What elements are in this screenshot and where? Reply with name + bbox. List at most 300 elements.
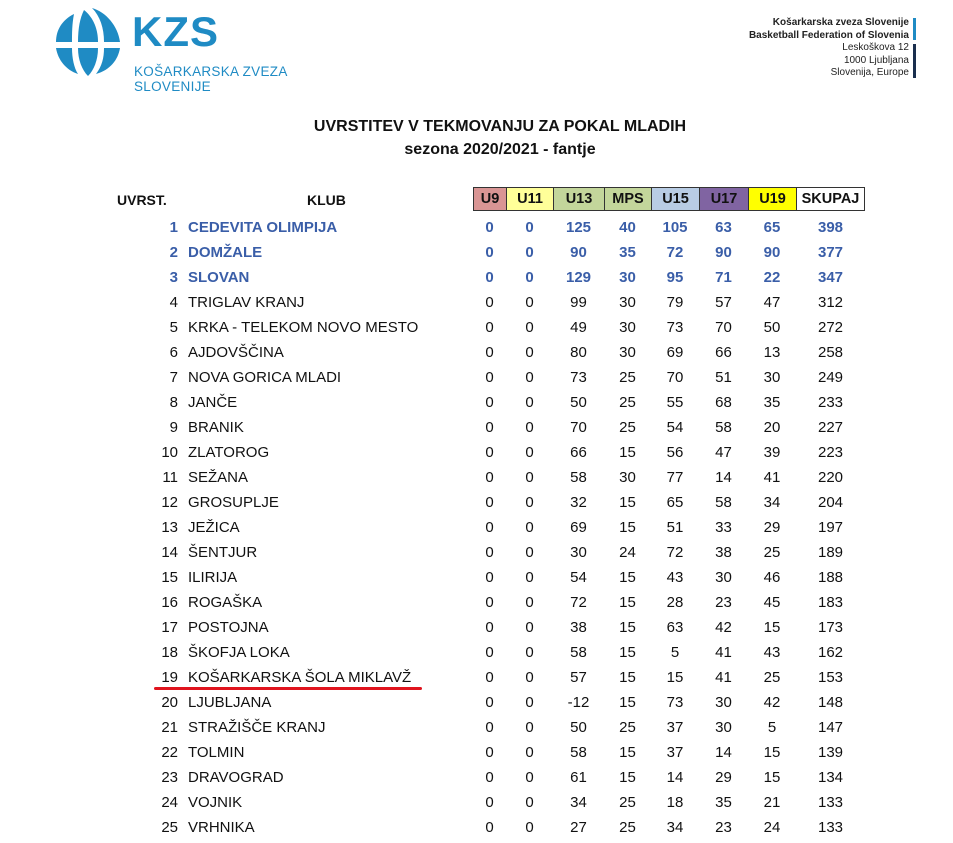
rank-cell: 23 — [161, 769, 178, 786]
score-cell-u13: 129 — [565, 269, 592, 286]
category-header-u9: U9 — [473, 187, 507, 211]
club-name-cell: SLOVAN — [188, 269, 250, 286]
score-cell-mps: 15 — [619, 769, 636, 786]
category-header-skupaj: SKUPAJ — [796, 187, 865, 211]
score-cell-u11: 0 — [525, 444, 534, 461]
score-cell-u11: 0 — [525, 519, 534, 536]
score-cell-u9: 0 — [485, 569, 494, 586]
score-cell-u13: 49 — [570, 319, 587, 336]
score-cell-skupaj: 189 — [817, 544, 844, 561]
table-row — [0, 266, 953, 291]
score-cell-skupaj: 162 — [817, 644, 844, 661]
score-cell-u15: 54 — [666, 419, 684, 436]
score-cell-u11: 0 — [525, 269, 534, 286]
logo-line-2: SLOVENIJE — [134, 79, 211, 94]
score-cell-u11: 0 — [525, 594, 534, 611]
federation-address — [749, 17, 909, 80]
rank-cell: 6 — [169, 344, 178, 361]
score-cell-u13: 125 — [565, 219, 592, 236]
score-cell-u19: 41 — [763, 469, 781, 486]
rank-cell: 10 — [161, 444, 178, 461]
rank-cell: 15 — [161, 569, 178, 586]
score-cell-u19: 90 — [763, 244, 781, 261]
score-cell-skupaj: 347 — [817, 269, 844, 286]
score-cell-u17: 33 — [715, 519, 732, 536]
score-cell-u9: 0 — [485, 819, 494, 836]
table-row — [0, 366, 953, 391]
score-cell-u15: 72 — [666, 544, 684, 561]
club-name-cell: TRIGLAV KRANJ — [188, 294, 305, 311]
score-cell-skupaj: 377 — [817, 244, 844, 261]
score-cell-u19: 30 — [763, 369, 781, 386]
score-cell-u17: 57 — [715, 294, 732, 311]
club-name-cell: LJUBLJANA — [188, 694, 272, 711]
score-cell-u17: 35 — [715, 794, 732, 811]
club-name-cell: KRKA - TELEKOM NOVO MESTO — [188, 319, 419, 336]
category-header-u15: U15 — [651, 187, 700, 211]
table-row — [0, 666, 953, 691]
score-cell-skupaj: 183 — [817, 594, 844, 611]
score-cell-u13: 38 — [570, 619, 587, 636]
score-cell-u11: 0 — [525, 769, 534, 786]
score-cell-skupaj: 139 — [817, 744, 844, 761]
score-cell-u15: 5 — [670, 644, 680, 661]
basketball-logo-icon — [48, 2, 128, 82]
score-cell-u15: 73 — [666, 319, 684, 336]
score-cell-mps: 30 — [619, 319, 636, 336]
score-cell-mps: 25 — [619, 369, 636, 386]
score-cell-u9: 0 — [485, 519, 494, 536]
score-cell-u19: 21 — [763, 794, 781, 811]
score-cell-u11: 0 — [525, 419, 534, 436]
logo-line-1: KOŠARKARSKA ZVEZA — [134, 64, 288, 79]
score-cell-u15: 43 — [666, 569, 684, 586]
score-cell-u19: 42 — [763, 694, 781, 711]
score-cell-u9: 0 — [485, 719, 494, 736]
rank-cell: 4 — [169, 294, 178, 311]
score-cell-mps: 15 — [619, 619, 636, 636]
table-row — [0, 341, 953, 366]
score-cell-u11: 0 — [525, 319, 534, 336]
score-cell-u11: 0 — [525, 644, 534, 661]
score-cell-u17: 38 — [715, 544, 732, 561]
table-row — [0, 216, 953, 241]
score-cell-u9: 0 — [485, 594, 494, 611]
table-row — [0, 766, 953, 791]
score-cell-u17: 90 — [715, 244, 732, 261]
score-cell-skupaj: 227 — [817, 419, 844, 436]
address-line: Slovenija, Europe — [830, 67, 909, 78]
rank-cell: 18 — [161, 644, 178, 661]
score-cell-u15: 70 — [666, 369, 684, 386]
table-row — [0, 691, 953, 716]
score-cell-u9: 0 — [485, 494, 494, 511]
score-cell-mps: 15 — [619, 744, 636, 761]
table-row — [0, 566, 953, 591]
score-cell-skupaj: 133 — [817, 819, 844, 836]
score-cell-skupaj: 223 — [817, 444, 844, 461]
score-cell-u11: 0 — [525, 219, 534, 236]
score-cell-mps: 15 — [619, 644, 636, 661]
score-cell-u19: 25 — [763, 544, 781, 561]
category-header-mps: MPS — [604, 187, 652, 211]
page-subtitle: sezona 2020/2021 - fantje — [404, 141, 596, 158]
page-title: UVRSTITEV V TEKMOVANJU ZA POKAL MLADIH — [313, 118, 687, 135]
club-name-cell: JEŽICA — [188, 519, 240, 536]
score-cell-u9: 0 — [485, 644, 494, 661]
club-name-cell: ŠKOFJA LOKA — [188, 644, 290, 661]
score-cell-u19: 50 — [763, 319, 781, 336]
score-cell-u11: 0 — [525, 494, 534, 511]
club-name-cell: GROSUPLJE — [188, 494, 279, 511]
score-cell-skupaj: 220 — [817, 469, 844, 486]
score-cell-u17: 29 — [715, 769, 732, 786]
score-cell-u19: 24 — [763, 819, 781, 836]
score-cell-u13: 58 — [570, 469, 587, 486]
score-cell-u19: 65 — [763, 219, 781, 236]
score-cell-u11: 0 — [525, 369, 534, 386]
rank-cell: 2 — [169, 244, 178, 261]
score-cell-mps: 35 — [619, 244, 636, 261]
score-cell-u9: 0 — [485, 294, 494, 311]
score-cell-mps: 15 — [619, 569, 636, 586]
score-cell-u19: 35 — [763, 394, 781, 411]
table-row — [0, 641, 953, 666]
score-cell-u15: 51 — [666, 519, 684, 536]
rank-cell: 1 — [169, 219, 178, 236]
score-cell-u13: 58 — [570, 644, 587, 661]
table-row — [0, 616, 953, 641]
score-cell-u13: 57 — [570, 669, 587, 686]
score-cell-u17: 30 — [715, 694, 732, 711]
score-cell-u9: 0 — [485, 319, 494, 336]
score-cell-u17: 14 — [715, 469, 732, 486]
score-cell-u13: 34 — [570, 794, 587, 811]
table-row — [0, 491, 953, 516]
score-cell-u19: 34 — [763, 494, 781, 511]
score-cell-u9: 0 — [485, 469, 494, 486]
score-cell-skupaj: 188 — [817, 569, 844, 586]
score-cell-u19: 45 — [763, 594, 781, 611]
score-cell-u13: 99 — [570, 294, 587, 311]
table-row — [0, 516, 953, 541]
rank-cell: 19 — [161, 669, 178, 686]
score-cell-u17: 51 — [715, 369, 732, 386]
club-name-cell: AJDOVŠČINA — [188, 344, 284, 361]
score-cell-u9: 0 — [485, 694, 494, 711]
address-divider-bar — [913, 44, 916, 78]
rank-cell: 14 — [161, 544, 178, 561]
score-cell-u15: 28 — [666, 594, 684, 611]
club-name-cell: STRAŽIŠČE KRANJ — [188, 719, 326, 736]
club-name-cell: CEDEVITA OLIMPIJA — [188, 219, 338, 236]
club-name-cell: ZLATOROG — [188, 444, 270, 461]
score-cell-skupaj: 258 — [817, 344, 844, 361]
score-cell-mps: 15 — [619, 594, 636, 611]
score-cell-mps: 15 — [619, 669, 636, 686]
rank-cell: 9 — [169, 419, 178, 436]
score-cell-u9: 0 — [485, 619, 494, 636]
score-cell-skupaj: 197 — [817, 519, 844, 536]
table-row — [0, 591, 953, 616]
category-header-u19: U19 — [748, 187, 797, 211]
score-cell-u17: 30 — [715, 719, 732, 736]
table-row — [0, 466, 953, 491]
score-cell-u19: 22 — [763, 269, 781, 286]
score-cell-skupaj: 153 — [817, 669, 844, 686]
table-row — [0, 541, 953, 566]
score-cell-mps: 15 — [619, 494, 636, 511]
rank-cell: 22 — [161, 744, 178, 761]
score-cell-u13: 54 — [570, 569, 587, 586]
table-row — [0, 316, 953, 341]
score-cell-mps: 25 — [619, 819, 636, 836]
logo-wordmark: KZS — [132, 8, 219, 55]
score-cell-u17: 41 — [715, 669, 732, 686]
score-cell-u9: 0 — [485, 219, 494, 236]
score-cell-u11: 0 — [525, 244, 534, 261]
score-cell-mps: 25 — [619, 394, 636, 411]
score-cell-u15: 105 — [662, 219, 688, 236]
category-header-u17: U17 — [699, 187, 749, 211]
score-cell-u15: 73 — [666, 694, 684, 711]
category-header-u11: U11 — [506, 187, 554, 211]
score-cell-mps: 30 — [619, 269, 636, 286]
score-cell-u11: 0 — [525, 694, 534, 711]
score-cell-u17: 42 — [715, 619, 732, 636]
score-cell-u11: 0 — [525, 719, 534, 736]
score-cell-u17: 23 — [715, 594, 732, 611]
rank-cell: 7 — [169, 369, 178, 386]
club-column-header: KLUB — [307, 192, 346, 208]
score-cell-u11: 0 — [525, 819, 534, 836]
score-cell-mps: 24 — [619, 544, 636, 561]
score-cell-u13: 70 — [570, 419, 587, 436]
score-cell-u15: 15 — [666, 669, 684, 686]
score-cell-u19: 13 — [763, 344, 781, 361]
club-name-cell: DRAVOGRAD — [188, 769, 284, 786]
score-cell-u13: 58 — [570, 744, 587, 761]
score-cell-u11: 0 — [525, 619, 534, 636]
score-cell-u11: 0 — [525, 394, 534, 411]
score-cell-u17: 58 — [715, 419, 732, 436]
score-cell-u13: 66 — [570, 444, 587, 461]
rank-cell: 12 — [161, 494, 178, 511]
score-cell-u9: 0 — [485, 744, 494, 761]
table-row — [0, 816, 953, 841]
club-name-cell: KOŠARKARSKA ŠOLA MIKLAVŽ — [188, 669, 412, 686]
position-column-header: UVRST. — [117, 192, 167, 208]
score-cell-skupaj: 249 — [817, 369, 844, 386]
club-name-cell: ROGAŠKA — [188, 594, 263, 611]
score-cell-u17: 23 — [715, 819, 732, 836]
rank-cell: 17 — [161, 619, 178, 636]
score-cell-u13: -12 — [567, 694, 590, 711]
score-cell-u17: 71 — [715, 269, 732, 286]
score-cell-skupaj: 133 — [817, 794, 844, 811]
score-cell-u19: 15 — [763, 769, 781, 786]
score-cell-skupaj: 233 — [817, 394, 844, 411]
rank-cell: 13 — [161, 519, 178, 536]
score-cell-u15: 56 — [666, 444, 684, 461]
score-cell-skupaj: 147 — [817, 719, 844, 736]
score-cell-u13: 30 — [570, 544, 587, 561]
score-cell-u15: 34 — [666, 819, 684, 836]
score-cell-skupaj: 272 — [817, 319, 844, 336]
score-cell-u17: 30 — [715, 569, 732, 586]
table-row — [0, 291, 953, 316]
address-line: Košarkarska zveza Slovenije — [772, 17, 909, 28]
score-cell-mps: 25 — [619, 794, 636, 811]
club-name-cell: TOLMIN — [188, 744, 245, 761]
score-cell-u17: 70 — [715, 319, 732, 336]
rank-cell: 16 — [161, 594, 178, 611]
rank-cell: 3 — [169, 269, 178, 286]
score-cell-u15: 37 — [666, 744, 684, 761]
rank-cell: 5 — [169, 319, 178, 336]
score-cell-u15: 63 — [666, 619, 684, 636]
score-cell-u19: 46 — [763, 569, 781, 586]
score-cell-mps: 15 — [619, 444, 636, 461]
score-cell-skupaj: 204 — [817, 494, 844, 511]
table-row — [0, 416, 953, 441]
score-cell-u13: 69 — [570, 519, 587, 536]
score-cell-u11: 0 — [525, 344, 534, 361]
table-row — [0, 241, 953, 266]
score-cell-u19: 15 — [763, 744, 781, 761]
highlight-underline — [154, 687, 422, 690]
score-cell-u11: 0 — [525, 794, 534, 811]
score-cell-u15: 65 — [666, 494, 684, 511]
score-cell-u9: 0 — [485, 269, 494, 286]
score-cell-skupaj: 173 — [817, 619, 844, 636]
score-cell-u9: 0 — [485, 344, 494, 361]
club-name-cell: VRHNIKA — [188, 819, 255, 836]
score-cell-u9: 0 — [485, 669, 494, 686]
score-cell-u15: 18 — [666, 794, 684, 811]
score-cell-u13: 50 — [570, 394, 587, 411]
address-line: Basketball Federation of Slovenia — [748, 29, 909, 41]
score-cell-u19: 15 — [763, 619, 781, 636]
club-name-cell: NOVA GORICA MLADI — [188, 369, 342, 386]
score-cell-u13: 50 — [570, 719, 587, 736]
score-cell-u19: 5 — [767, 719, 777, 736]
address-line: 1000 Ljubljana — [843, 54, 909, 66]
score-cell-u15: 79 — [666, 294, 684, 311]
score-cell-u15: 77 — [666, 469, 684, 486]
score-cell-mps: 30 — [619, 294, 636, 311]
score-cell-u9: 0 — [485, 419, 494, 436]
score-cell-u11: 0 — [525, 744, 534, 761]
table-row — [0, 391, 953, 416]
table-row — [0, 791, 953, 816]
score-cell-u15: 14 — [666, 769, 684, 786]
rank-cell: 25 — [161, 819, 178, 836]
club-name-cell: POSTOJNA — [188, 619, 269, 636]
rank-cell: 20 — [161, 694, 178, 711]
rank-cell: 11 — [162, 469, 178, 486]
score-cell-u9: 0 — [485, 244, 494, 261]
score-cell-mps: 30 — [619, 344, 636, 361]
score-cell-u9: 0 — [485, 769, 494, 786]
score-cell-u11: 0 — [525, 669, 534, 686]
score-cell-u13: 73 — [570, 369, 587, 386]
score-cell-skupaj: 134 — [817, 769, 844, 786]
score-cell-u19: 43 — [763, 644, 781, 661]
score-cell-u17: 66 — [715, 344, 732, 361]
score-cell-mps: 25 — [619, 419, 636, 436]
score-cell-u11: 0 — [525, 569, 534, 586]
score-cell-u13: 32 — [570, 494, 587, 511]
club-name-cell: JANČE — [188, 394, 238, 411]
score-cell-u11: 0 — [525, 469, 534, 486]
score-cell-u17: 41 — [715, 644, 732, 661]
score-cell-u17: 68 — [715, 394, 732, 411]
score-cell-u13: 72 — [570, 594, 587, 611]
club-name-cell: SEŽANA — [188, 469, 249, 486]
table-row — [0, 716, 953, 741]
score-cell-u13: 90 — [570, 244, 587, 261]
score-cell-u15: 72 — [666, 244, 684, 261]
score-cell-mps: 15 — [619, 519, 636, 536]
score-cell-u9: 0 — [485, 794, 494, 811]
club-name-cell: ILIRIJA — [188, 569, 238, 586]
rank-cell: 21 — [161, 719, 178, 736]
score-cell-u17: 47 — [715, 444, 732, 461]
score-cell-u15: 55 — [666, 394, 684, 411]
rank-cell: 8 — [169, 394, 178, 411]
score-cell-u19: 39 — [763, 444, 781, 461]
score-cell-u19: 29 — [763, 519, 781, 536]
score-cell-u17: 58 — [715, 494, 732, 511]
score-cell-u15: 95 — [666, 269, 684, 286]
club-name-cell: ŠENTJUR — [188, 544, 258, 561]
club-name-cell: BRANIK — [188, 419, 244, 436]
score-cell-u9: 0 — [485, 544, 494, 561]
kzs-logo — [48, 2, 288, 94]
score-cell-u17: 14 — [715, 744, 732, 761]
address-line: Leskoškova 12 — [842, 42, 909, 53]
score-cell-u13: 27 — [570, 819, 587, 836]
score-cell-u11: 0 — [525, 544, 534, 561]
table-row — [0, 441, 953, 466]
score-cell-u13: 61 — [570, 769, 587, 786]
score-cell-u9: 0 — [485, 369, 494, 386]
rank-cell: 24 — [161, 794, 178, 811]
score-cell-u19: 25 — [763, 669, 781, 686]
score-cell-u9: 0 — [485, 394, 494, 411]
score-cell-u15: 69 — [666, 344, 684, 361]
club-name-cell: DOMŽALE — [188, 244, 263, 261]
score-cell-mps: 40 — [619, 219, 636, 236]
table-row — [0, 741, 953, 766]
score-cell-u11: 0 — [525, 294, 534, 311]
score-cell-mps: 30 — [619, 469, 636, 486]
score-cell-u17: 63 — [715, 219, 732, 236]
score-cell-mps: 15 — [619, 694, 636, 711]
score-cell-u13: 80 — [570, 344, 587, 361]
score-cell-skupaj: 312 — [817, 294, 844, 311]
score-cell-u19: 20 — [763, 419, 781, 436]
club-name-cell: VOJNIK — [188, 794, 243, 811]
score-cell-mps: 25 — [619, 719, 636, 736]
score-cell-skupaj: 398 — [817, 219, 844, 236]
score-cell-skupaj: 148 — [817, 694, 844, 711]
score-cell-u19: 47 — [763, 294, 781, 311]
score-cell-u9: 0 — [485, 444, 494, 461]
address-accent-bar — [913, 18, 916, 40]
score-cell-u15: 37 — [666, 719, 684, 736]
